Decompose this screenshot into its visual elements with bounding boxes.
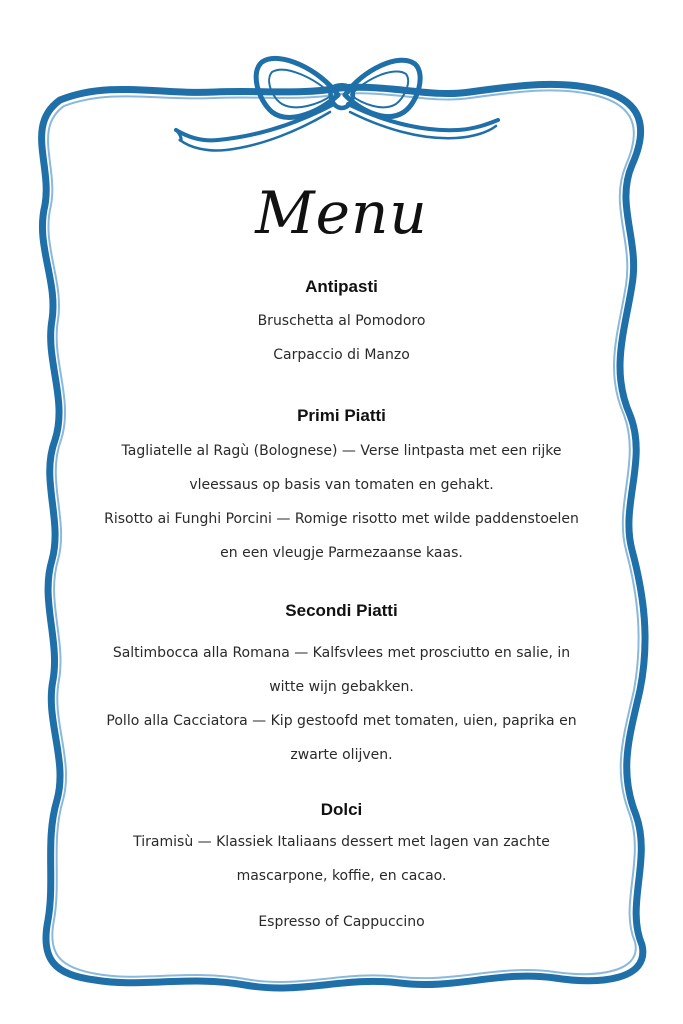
menu-item: Risotto ai Funghi Porcini — Romige risotto met wilde paddenstoelen [104,511,579,527]
section-heading-secondi-piatti: Secondi Piatti [285,601,398,620]
menu-item: Saltimbocca alla Romana — Kalfsvlees met prosciutto en salie, in [112,645,571,661]
menu-item: Bruschetta al Pomodoro [257,313,426,329]
section-heading-antipasti: Antipasti [305,277,378,296]
menu-title: Menu [255,179,428,247]
menu-item: Carpaccio di Manzo [273,347,410,363]
menu-item: Espresso of Cappuccino [258,914,425,930]
ribbon-bow-icon [176,58,498,150]
menu-item: Tiramisù — Klassiek Italiaans dessert met lagen van zachte [133,834,550,850]
menu-item: zwarte olijven. [290,747,393,763]
section-heading-primi-piatti: Primi Piatti [297,406,386,425]
menu-item: mascarpone, koffie, en cacao. [236,868,447,884]
menu-item: en een vleugje Parmezaanse kaas. [220,545,463,561]
menu-item: witte wijn gebakken. [269,679,414,695]
menu-item: Tagliatelle al Ragù (Bolognese) — Verse lintpasta met een rijke [121,443,562,459]
menu-item: vleessaus op basis van tomaten en gehakt. [189,477,494,493]
menu-item: Pollo alla Cacciatora — Kip gestoofd met tomaten, uien, paprika en [106,713,577,729]
section-heading-dolci: Dolci [320,800,363,819]
